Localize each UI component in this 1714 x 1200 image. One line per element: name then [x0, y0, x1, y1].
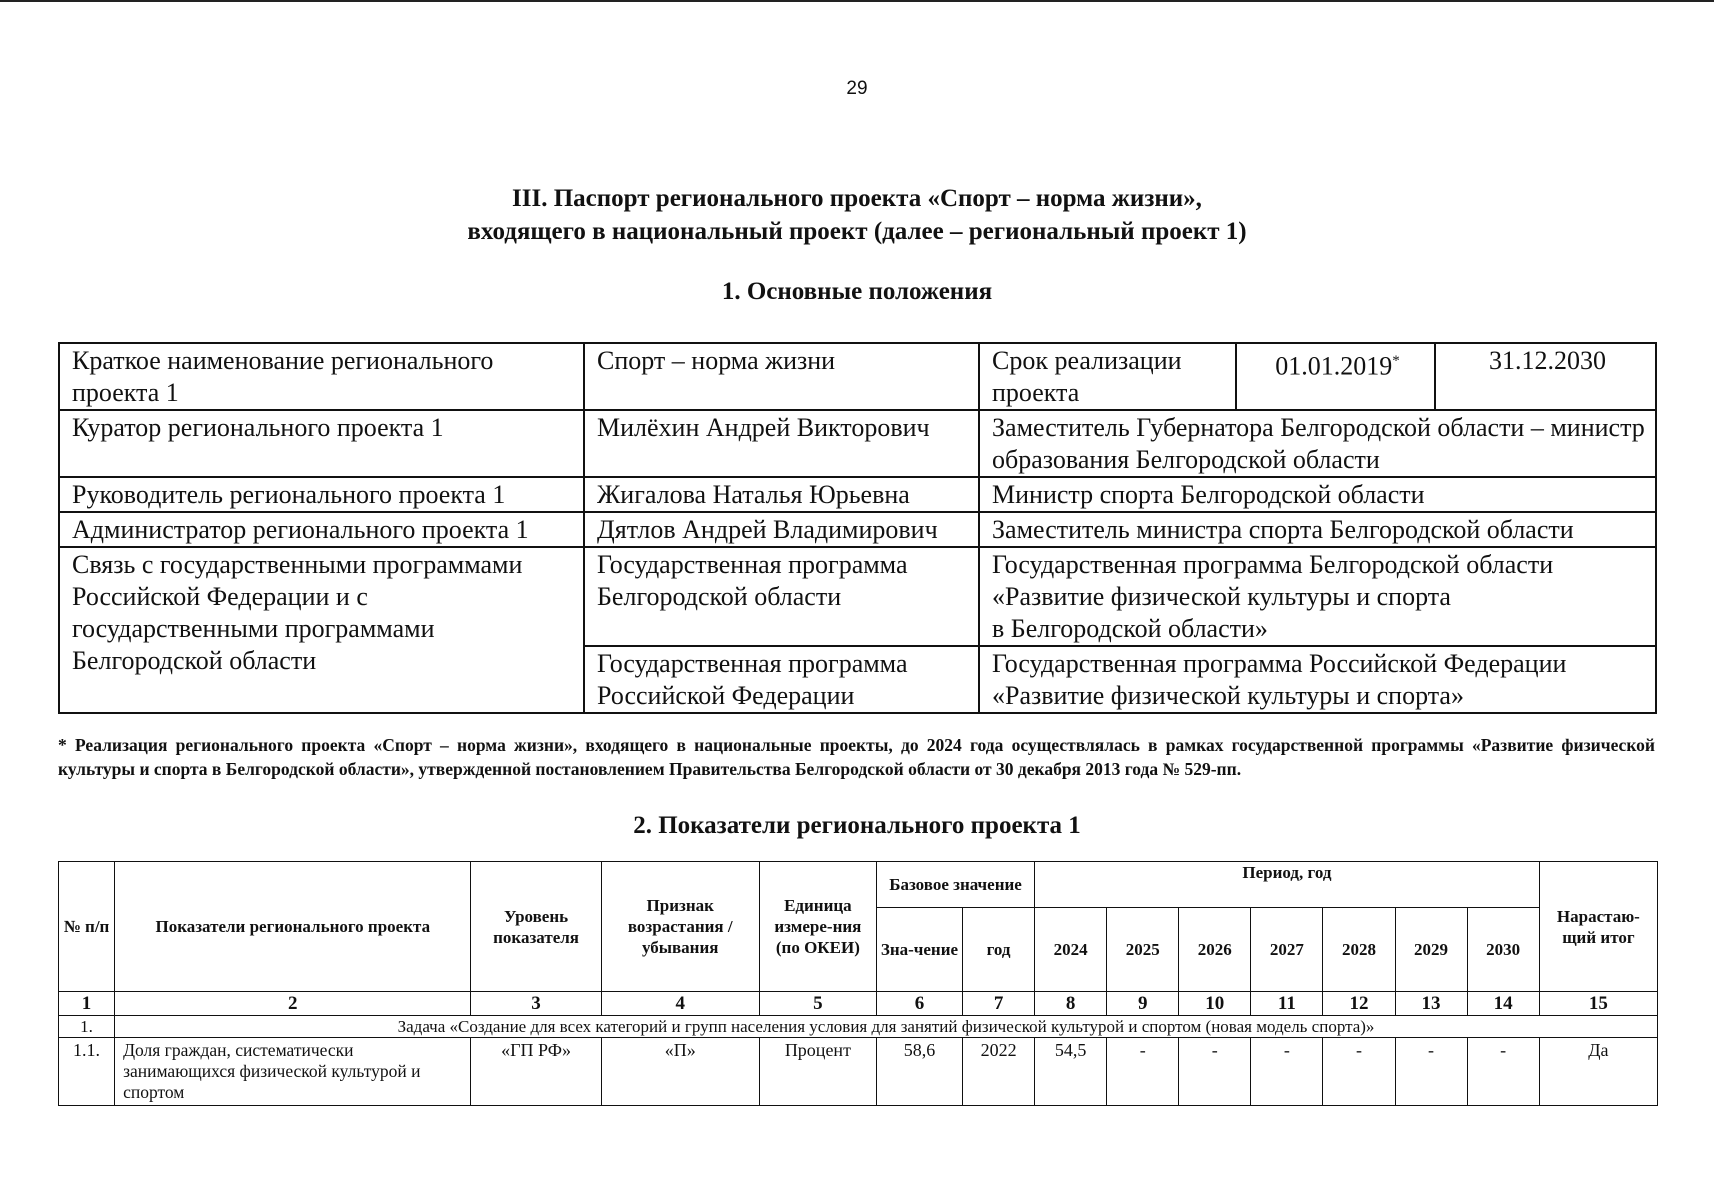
start-date: 01.01.2019	[1275, 351, 1393, 381]
program-regional-line-1: Государственная программа Белгородской области	[992, 550, 1554, 579]
section1-heading: 1. Основные положения	[721, 278, 993, 305]
row-indicator: Доля граждан, систематически занимающихся физической культурой и спортом	[115, 1038, 471, 1106]
header-sign: Признак возрастания / убывания	[601, 862, 759, 992]
administrator-position: Заместитель министра спорта Белгородской области	[979, 512, 1656, 547]
header-cumulative: Нарастаю-щий итог	[1539, 862, 1657, 992]
end-date: 31.12.2030	[1435, 343, 1656, 410]
program-regional-line-2: «Развитие физической культуры и спорта	[992, 582, 1451, 611]
curator-label: Куратор регионального проекта 1	[59, 410, 584, 477]
program-federal-line-2: «Развитие физической культуры и спорта»	[992, 681, 1464, 710]
row-base-value: 58,6	[876, 1038, 962, 1106]
short-name-label: Краткое наименование регионального проекта 1	[59, 343, 584, 410]
curator-position: Заместитель Губернатора Белгородской области – министр образования Белгородской области	[979, 410, 1656, 477]
header-base: Базовое значение	[876, 862, 1034, 908]
title-line-2: входящего в национальный проект (далее – региональный проект 1)	[467, 218, 1247, 245]
row-value-2027: -	[1251, 1038, 1323, 1106]
title-line-1: III. Паспорт регионального проекта «Спорт – норма жизни»,	[512, 185, 1202, 212]
head-label: Руководитель регионального проекта 1	[59, 477, 584, 512]
header-level: Уровень показателя	[471, 862, 601, 992]
curator-person: Милёхин Андрей Викторович	[584, 410, 979, 477]
row-level: «ГП РФ»	[471, 1038, 601, 1106]
header-year-2026: 2026	[1179, 908, 1251, 992]
section2-heading: 2. Показатели регионального проекта 1	[633, 812, 1081, 839]
header-row-1	[59, 862, 1658, 908]
header-indicator: Показатели регионального проекта	[115, 862, 471, 992]
col-number: 15	[1539, 992, 1657, 1016]
administrator-row	[59, 512, 1656, 547]
header-base-year: год	[963, 908, 1035, 992]
col-number: 14	[1467, 992, 1539, 1016]
header-year-2025: 2025	[1107, 908, 1179, 992]
row-value-2026: -	[1179, 1038, 1251, 1106]
program-regional-line-3: в Белгородской области»	[992, 614, 1268, 643]
task-row	[59, 1016, 1658, 1038]
row-cumulative: Да	[1539, 1038, 1657, 1106]
header-year-2024: 2024	[1035, 908, 1107, 992]
col-number: 1	[59, 992, 115, 1016]
col-number: 12	[1323, 992, 1395, 1016]
links-type-regional: Государственная программа Белгородской области	[584, 547, 979, 646]
header-year-2030: 2030	[1467, 908, 1539, 992]
main-provisions-table	[58, 342, 1657, 714]
short-name-row	[59, 343, 1656, 410]
indicator-row	[59, 1038, 1658, 1106]
col-number: 2	[115, 992, 471, 1016]
links-label: Связь с государственными программами Российской Федерации и с государственными программами Белгородской области	[59, 547, 584, 713]
head-person: Жигалова Наталья Юрьевна	[584, 477, 979, 512]
program-federal-line-1: Государственная программа Российской Федерации	[992, 649, 1567, 678]
header-period: Период, год	[1035, 862, 1540, 908]
term-label: Срок реализации проекта	[979, 343, 1236, 410]
page-number: 29	[846, 78, 868, 99]
row-value-2025: -	[1107, 1038, 1179, 1106]
links-program-regional	[979, 547, 1656, 646]
start-date-footnote-mark: *	[1392, 353, 1400, 369]
col-number: 13	[1395, 992, 1467, 1016]
col-number: 4	[601, 992, 759, 1016]
links-row-regional	[59, 547, 1656, 646]
header-year-2028: 2028	[1323, 908, 1395, 992]
row-unit: Процент	[759, 1038, 876, 1106]
col-number: 5	[759, 992, 876, 1016]
administrator-person: Дятлов Андрей Владимирович	[584, 512, 979, 547]
document-title	[0, 182, 1714, 248]
column-numbers-row	[59, 992, 1658, 1016]
header-unit: Единица измере-ния (по ОКЕИ)	[759, 862, 876, 992]
short-name-value: Спорт – норма жизни	[584, 343, 979, 410]
task-text: Задача «Создание для всех категорий и групп населения условия для занятий физической культурой и спортом (новая модель спорта)»	[115, 1016, 1658, 1038]
indicators-table	[58, 861, 1658, 1106]
row-value-2024: 54,5	[1035, 1038, 1107, 1106]
curator-row	[59, 410, 1656, 477]
links-type-federal: Государственная программа Российской Федерации	[584, 646, 979, 713]
col-number: 7	[963, 992, 1035, 1016]
col-number: 10	[1179, 992, 1251, 1016]
row-sign: «П»	[601, 1038, 759, 1106]
row-num: 1.1.	[59, 1038, 115, 1106]
footnote: * Реализация регионального проекта «Спорт – норма жизни», входящего в национальные проекты, до 2024 года осуществлялась в рамках государственной программы «Развитие физической культуры и спорта в Белгородской области», утвержденной постановлением Правительства Белгородской области от 30 декабря 2013 года № 529-пп.	[58, 735, 1655, 779]
col-number: 11	[1251, 992, 1323, 1016]
row-base-year: 2022	[963, 1038, 1035, 1106]
header-base-value: Зна-чение	[876, 908, 962, 992]
row-value-2030: -	[1467, 1038, 1539, 1106]
start-date-cell	[1236, 343, 1435, 410]
row-value-2029: -	[1395, 1038, 1467, 1106]
administrator-label: Администратор регионального проекта 1	[59, 512, 584, 547]
header-year-2029: 2029	[1395, 908, 1467, 992]
col-number: 8	[1035, 992, 1107, 1016]
header-num: № п/п	[59, 862, 115, 992]
header-year-2027: 2027	[1251, 908, 1323, 992]
col-number: 3	[471, 992, 601, 1016]
row-value-2028: -	[1323, 1038, 1395, 1106]
col-number: 9	[1107, 992, 1179, 1016]
top-rule	[0, 0, 1714, 2]
col-number: 6	[876, 992, 962, 1016]
task-num: 1.	[59, 1016, 115, 1038]
head-position: Министр спорта Белгородской области	[979, 477, 1656, 512]
links-program-federal	[979, 646, 1656, 713]
head-row	[59, 477, 1656, 512]
